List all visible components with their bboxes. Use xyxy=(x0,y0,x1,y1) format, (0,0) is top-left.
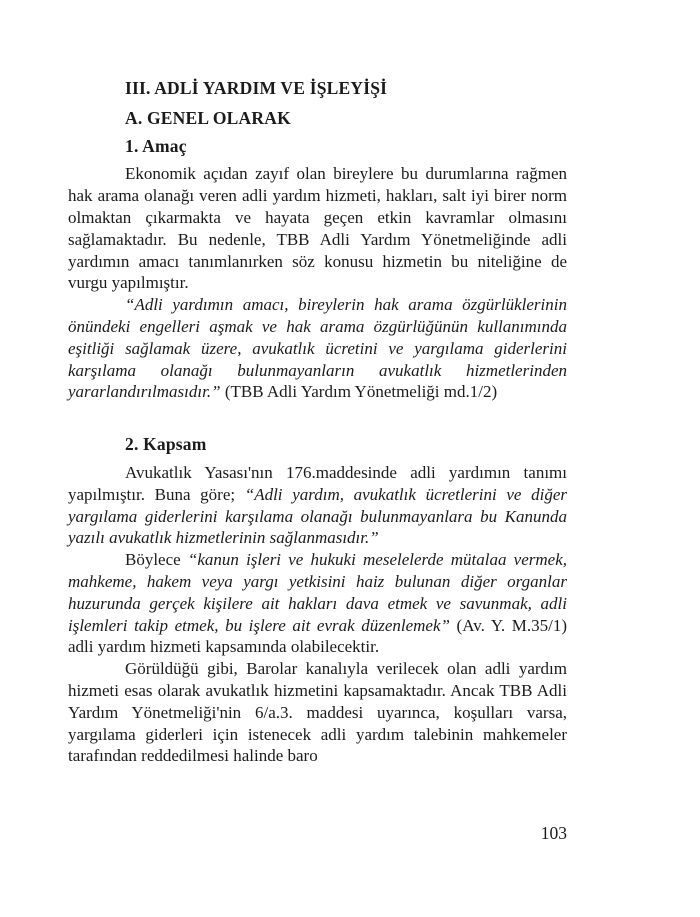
amac-heading: 1. Amaç xyxy=(125,135,187,156)
page-content xyxy=(68,78,567,767)
paragraph-boylece xyxy=(68,549,567,658)
kapsam-intro-quote: “Adli yardım, avukatlık ücretlerini ve diğer yargılama giderlerini karşılama olanağı bulunmayanlara bu Kanunda yazılı avukatlık hizmetlerinin sağlanmasıdır.” xyxy=(68,484,567,548)
boylece-lead: Böylece xyxy=(125,550,188,570)
boylece-tail: (Av. Y. M.35/1) adli yardım hizmeti kapsamında olabilecektir. xyxy=(68,615,567,657)
paragraph-kapsam-intro xyxy=(68,462,567,549)
kapsam-heading: 2. Kapsam xyxy=(125,434,207,455)
boylece-quote: “kanun işleri ve hukuki meselelerde mütalaa vermek, mahkeme, hakem veya yargı yetkisini haiz bulunan diğer organlar huzurunda gerçek kişilere ait hakları dava etmek ve savunmak, adli işlemleri takip etmek, bu işlere ait evrak düzenlemek” xyxy=(68,550,567,635)
regulation-quote-citation: (TBB Adli Yardım Yönetmeliği md.1/2) xyxy=(220,382,498,402)
paragraph-amac-intro: Ekonomik açıdan zayıf olan bireylere bu durumlarına rağmen hak arama olanağı veren adli yardım hizmeti, hakları, salt iyi birer norm olmaktan çıkarmakta ve hayata geçen etkin kavramlar olmasını sağlamaktadır. Bu nedenle, TBB Adli Yardım Yönetmeliğinde adli yardımın amacı tanımlanırken söz konusu hizmetin bu niteliğine de vurgu yapılmıştır. xyxy=(68,164,567,293)
page-number: 103 xyxy=(540,823,567,843)
section-heading: III. ADLİ YARDIM VE İŞLEYİŞİ xyxy=(125,78,388,98)
paragraph-regulation-quote xyxy=(68,294,567,403)
subsection-heading: A. GENEL OLARAK xyxy=(125,107,291,128)
paragraph-goruldugu: Görüldüğü gibi, Barolar kanalıyla verilecek olan adli yardım hizmeti esas olarak avukatlık hizmetini kapsamaktadır. Ancak TBB Adli Yardım Yönetmeliği'nin 6/a.3. maddesi uyarınca, koşulları varsa, yargılama giderleri için istenecek adli yardım talebinin mahkemeler tarafından reddedilmesi halinde baro xyxy=(68,659,567,766)
regulation-quote-text: “Adli yardımın amacı, bireylerin hak arama özgürlüklerinin önündeki engelleri aşmak ve hak arama özgürlüğünün kullanımında eşitliği sağlamak üzere, avukatlık ücretini ve yargılama giderlerini karşılama olanağı bulunmayanların avukatlık hizmetlerinden yararlandırılmasıdır.” xyxy=(68,295,567,402)
kapsam-intro-lead: Avukatlık Yasası'nın 176.maddesinde adli yardımın tanımı yapılmıştır. Buna göre; xyxy=(68,462,567,504)
